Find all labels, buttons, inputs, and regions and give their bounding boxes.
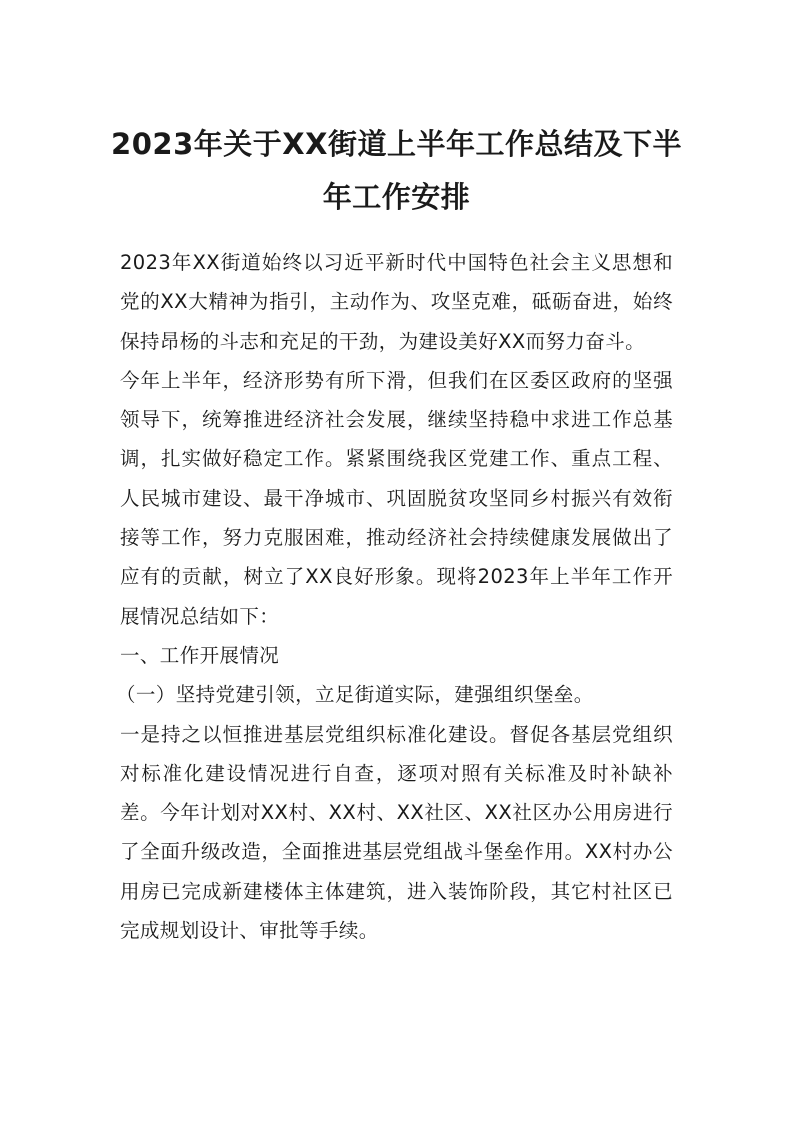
detail-paragraph: 一是持之以恒推进基层党组织标准化建设。督促各基层党组织对标准化建设情况进行自查，逐项对照有关标准及时补缺补差。今年计划对XX村、XX村、XX社区、XX社区办公用房进行了全面升级改造，全面推进基层党组战斗堡垒作用。XX村办公用房已完成新建楼体主体建筑，进入装饰阶段，其它村社区已完成规划设计、审批等手续。 [120, 722, 673, 943]
document-title-line-1: 2023年关于XX街道上半年工作总结及下半 [111, 127, 682, 161]
intro-paragraph: 2023年XX街道始终以习近平新时代中国特色社会主义思想和党的XX大精神为指引，主动作为、攻坚克难，砥砺奋进，始终保持昂杨的斗志和充足的干劲，为建设美好XX而努力奋斗。 [120, 251, 673, 353]
summary-paragraph: 今年上半年，经济形势有所下滑，但我们在区委区政府的坚强领导下，统筹推进经济社会发展，继续坚持稳中求进工作总基调，扎实做好稳定工作。紧紧围绕我区党建工作、重点工程、人民城市建设、最干净城市、巩固脱贫攻坚同乡村振兴有效衔接等工作，努力克服困难，推动经济社会持续健康发展做出了应有的贡献，树立了XX良好形象。现将2023年上半年工作开展情况总结如下： [120, 368, 673, 628]
subsection-heading: （一）坚持党建引领，立足街道实际，建强组织堡垒。 [116, 683, 594, 707]
document-body [116, 243, 673, 950]
document-title-line-2: 年工作安排 [322, 180, 471, 214]
document-title [110, 118, 683, 224]
section-heading: 一、工作开展情况 [120, 643, 280, 667]
